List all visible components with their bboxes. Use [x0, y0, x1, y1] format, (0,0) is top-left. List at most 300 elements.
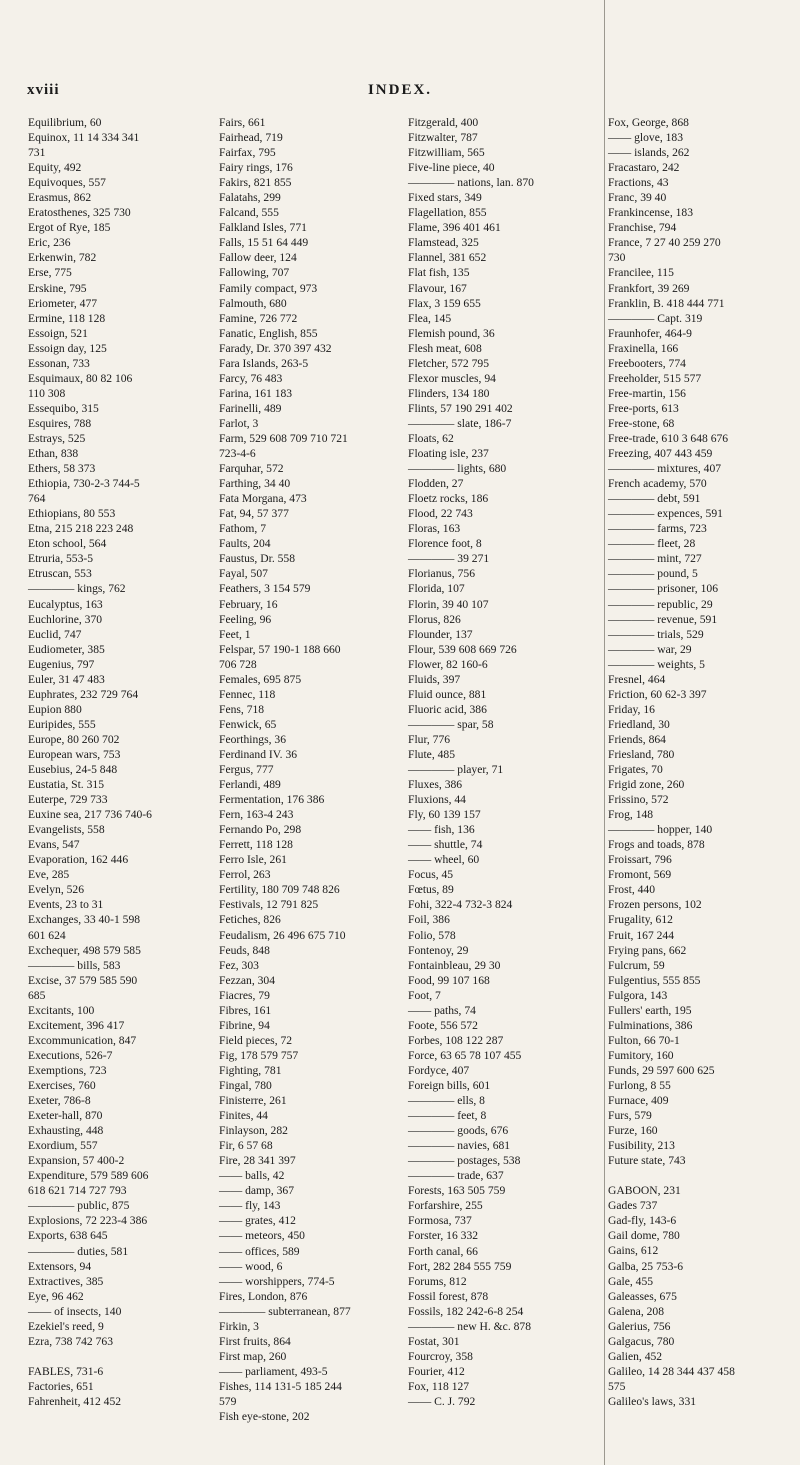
index-entry: Flesh meat, 608 [408, 341, 482, 355]
index-entry: Extractives, 385 [28, 1274, 104, 1288]
index-entry: Flea, 145 [408, 311, 452, 325]
index-entry: Family compact, 973 [219, 281, 318, 295]
index-entry: Feuds, 848 [219, 943, 270, 957]
index-entry: Froissart, 796 [608, 853, 672, 867]
index-entry: Galba, 25 753-6 [608, 1259, 684, 1273]
index-entry: Fluoric acid, 386 [408, 702, 487, 716]
index-entry: 764 [28, 492, 46, 506]
index-entry: —— wood, 6 [219, 1259, 283, 1273]
index-entry: Fluxes, 386 [408, 778, 463, 792]
index-entry: Feudalism, 26 496 675 710 [219, 928, 346, 942]
index-entry: Fourier, 412 [408, 1364, 465, 1378]
index-entry: Flodden, 27 [408, 477, 464, 491]
index-entry: Etruria, 553-5 [28, 552, 94, 566]
index-entry: Funds, 29 597 600 625 [608, 1063, 715, 1077]
index-entry: Fairhead, 719 [219, 131, 283, 145]
index-entry: Field pieces, 72 [219, 1033, 293, 1047]
index-entry: Fracastaro, 242 [608, 161, 680, 175]
index-entry: Famine, 726 772 [219, 311, 298, 325]
index-entry: Exercises, 760 [28, 1079, 96, 1092]
index-entry: Euxine sea, 217 736 740-6 [28, 808, 152, 822]
index-entry: Fir, 6 57 68 [219, 1139, 273, 1153]
index-entry: Flinders, 134 180 [408, 386, 490, 400]
index-entry: Flemish pound, 36 [408, 326, 495, 340]
index-entry: FABLES, 731-6 [28, 1364, 104, 1378]
index-entry: Fenwick, 65 [219, 717, 277, 731]
index-entry: Flood, 22 743 [408, 507, 473, 521]
index-entry: ———— kings, 762 [28, 582, 126, 596]
index-entry: Eugenius, 797 [28, 657, 95, 671]
index-entry: Francilee, 115 [608, 266, 674, 280]
index-entry: Fayal, 507 [219, 567, 268, 581]
index-entry: Faustus, Dr. 558 [219, 552, 296, 566]
index-entry: France, 7 27 40 259 270 [608, 236, 721, 250]
index-entry: Fern, 163-4 243 [219, 808, 294, 822]
index-entry: Equivoques, 557 [28, 176, 106, 190]
index-entry: Galerius, 756 [608, 1319, 671, 1333]
index-entry: —— islands, 262 [608, 146, 690, 160]
index-entry: Fires, London, 876 [219, 1289, 308, 1303]
index-entry: Farady, Dr. 370 397 432 [219, 341, 332, 355]
index-entry: GABOON, 231 [608, 1184, 681, 1198]
index-entry: Forums, 812 [408, 1274, 467, 1288]
index-entry: Florus, 826 [408, 612, 461, 626]
index-entry: Exemptions, 723 [28, 1063, 107, 1077]
index-entry: Fœtus, 89 [408, 883, 454, 897]
index-entry: 575 [608, 1379, 626, 1393]
index-entry: Fahrenheit, 412 452 [28, 1394, 122, 1408]
index-entry: Fairs, 661 [219, 116, 266, 129]
index-entry: Folio, 578 [408, 928, 456, 942]
index-entry: Factories, 651 [28, 1379, 94, 1393]
index-entry: ———— hopper, 140 [608, 823, 713, 837]
index-entry: Free-ports, 613 [608, 401, 679, 415]
index-entry: Flur, 776 [408, 732, 451, 746]
index-entry: Friction, 60 62-3 397 [608, 687, 707, 701]
index-entry: Feathers, 3 154 579 [219, 582, 311, 596]
index-entry: Franchise, 794 [608, 221, 677, 235]
index-entry: Flour, 539 608 669 726 [408, 642, 517, 656]
index-entry: 723-4-6 [219, 447, 256, 461]
index-entry: Florin, 39 40 107 [408, 597, 489, 611]
index-entry: Franc, 39 40 [608, 191, 667, 205]
index-entry: ———— lights, 680 [408, 462, 507, 476]
index-entry: Excise, 37 579 585 590 [28, 973, 138, 987]
index-entry: Euterpe, 729 733 [28, 793, 108, 807]
index-entry: —— fly, 143 [219, 1199, 281, 1213]
index-entry: Friedland, 30 [608, 717, 670, 731]
index-entry: Flax, 3 159 655 [408, 296, 481, 310]
index-entry: Ermine, 118 128 [28, 311, 106, 325]
index-entry: Expansion, 57 400-2 [28, 1154, 125, 1168]
index-entry: Ferlandi, 489 [219, 778, 281, 792]
index-entry: Fulgentius, 555 855 [608, 973, 701, 987]
page-number: xviii [27, 82, 60, 98]
index-entry: —— shuttle, 74 [408, 838, 483, 852]
index-entry: Fraunhofer, 464-9 [608, 326, 692, 340]
index-entry: ———— Capt. 319 [608, 311, 703, 325]
index-entry: Equinox, 11 14 334 341 [28, 131, 140, 145]
index-entry: Fitzwilliam, 565 [408, 146, 485, 160]
index-entry: Euphrates, 232 729 764 [28, 687, 139, 701]
index-entry: Fairfax, 795 [219, 146, 276, 160]
index-entry: —— damp, 367 [219, 1184, 295, 1198]
index-entry: ———— expences, 591 [608, 507, 723, 521]
index-entry: Free-trade, 610 3 648 676 [608, 431, 729, 445]
index-entry: Females, 695 875 [219, 672, 302, 686]
index-entry: Focus, 45 [408, 868, 454, 882]
index-entry: Executions, 526-7 [28, 1048, 113, 1062]
index-entry: Farina, 161 183 [219, 386, 293, 400]
index-entry: Fossil forest, 878 [408, 1289, 489, 1303]
index-entry: Floetz rocks, 186 [408, 492, 489, 506]
index-entry: Fossils, 182 242-6-8 254 [408, 1304, 524, 1318]
index-entry: —— worshippers, 774-5 [219, 1274, 335, 1288]
index-entry: February, 16 [219, 597, 278, 611]
index-entry: Explosions, 72 223-4 386 [28, 1214, 148, 1228]
index-entry: Fens, 718 [219, 702, 265, 716]
index-entry: Falkland Isles, 771 [219, 221, 307, 235]
index-entry: Gale, 455 [608, 1274, 654, 1288]
index-entry: Essonan, 733 [28, 356, 90, 370]
index-entry: Farcy, 76 483 [219, 371, 283, 385]
index-entry: ———— mint, 727 [608, 552, 702, 566]
index-entry: 618 621 714 727 793 [28, 1184, 127, 1198]
index-entry: Evangelists, 558 [28, 823, 105, 837]
index-entry: Frost, 440 [608, 883, 656, 897]
index-entry: ———— new H. &c. 878 [408, 1319, 532, 1333]
index-entry: Fingal, 780 [219, 1079, 272, 1092]
index-entry: Falatahs, 299 [219, 191, 281, 205]
index-entry: Frogs and toads, 878 [608, 838, 705, 852]
index-column-3 [408, 115, 534, 1409]
index-entry: —— offices, 589 [219, 1244, 300, 1258]
index-entry: Fraxinella, 166 [608, 341, 679, 355]
index-entry: Fletcher, 572 795 [408, 356, 489, 370]
index-entry: 579 [219, 1394, 237, 1408]
index-entry: Erkenwin, 782 [28, 251, 97, 265]
index-entry: Faults, 204 [219, 537, 271, 551]
index-entry: Feeling, 96 [219, 612, 272, 626]
index-entry: Eton school, 564 [28, 537, 107, 551]
index-entry: Foot, 7 [408, 988, 441, 1002]
index-entry: Fordyce, 407 [408, 1063, 470, 1077]
index-entry: Excitement, 396 417 [28, 1018, 125, 1032]
index-entry: Fulminations, 386 [608, 1018, 693, 1032]
index-entry: Freeholder, 515 577 [608, 371, 702, 385]
index-entry: Ezra, 738 742 763 [28, 1334, 114, 1348]
index-entry: Fusibility, 213 [608, 1139, 675, 1153]
index-entry: Eve, 285 [28, 868, 70, 882]
index-entry: Five-line piece, 40 [408, 161, 495, 175]
index-entry: Fetiches, 826 [219, 913, 281, 927]
index-entry: Fibrine, 94 [219, 1018, 270, 1032]
index-entry: Finisterre, 261 [219, 1094, 287, 1108]
index-entry: Fullers' earth, 195 [608, 1003, 692, 1017]
index-entry: Felspar, 57 190-1 188 660 [219, 642, 341, 656]
index-column-1 [28, 115, 152, 1409]
index-entry: —— paths, 74 [408, 1003, 476, 1017]
index-entry: ———— mixtures, 407 [608, 462, 722, 476]
index-entry: Frankfort, 39 269 [608, 281, 690, 295]
index-entry: Exordium, 557 [28, 1139, 98, 1153]
index-entry: Frugality, 612 [608, 913, 673, 927]
column-divider [604, 0, 605, 1465]
index-entry: Friday, 16 [608, 702, 655, 716]
index-entry: Fish eye-stone, 202 [219, 1410, 310, 1424]
index-entry: Fakirs, 821 855 [219, 176, 292, 190]
index-entry: —— parliament, 493-5 [219, 1364, 328, 1378]
index-entry: ———— weights, 5 [608, 657, 705, 671]
index-entry: Exchequer, 498 579 585 [28, 943, 141, 957]
index-entry: 706 728 [219, 657, 257, 671]
index-entry: Galileo's laws, 331 [608, 1394, 697, 1408]
index-entry: Fumitory, 160 [608, 1048, 674, 1062]
index-entry: Forfarshire, 255 [408, 1199, 483, 1213]
index-entry: Essoign day, 125 [28, 341, 107, 355]
index-entry: Exeter-hall, 870 [28, 1109, 103, 1123]
index-entry: Etna, 215 218 223 248 [28, 522, 134, 536]
index-entry: Fezzan, 304 [219, 973, 276, 987]
index-entry: Firkin, 3 [219, 1319, 259, 1333]
index-entry: Farthing, 34 40 [219, 477, 291, 491]
index-entry: Falmouth, 680 [219, 296, 287, 310]
index-entry: Foil, 386 [408, 913, 450, 927]
index-entry: Fitzgerald, 400 [408, 116, 479, 129]
index-entry: 685 [28, 988, 46, 1002]
index-entry: Floras, 163 [408, 522, 461, 536]
index-entry: Fox, George, 868 [608, 116, 689, 129]
index-entry: Galien, 452 [608, 1349, 663, 1363]
index-entry: ———— spar, 58 [408, 717, 494, 731]
index-entry: Fennec, 118 [219, 687, 276, 701]
index-entry: Eriometer, 477 [28, 296, 98, 310]
index-entry: Flints, 57 190 291 402 [408, 401, 513, 415]
index-entry: Frigid zone, 260 [608, 778, 685, 792]
index-entry: Fluids, 397 [408, 672, 461, 686]
index-entry: Finlayson, 282 [219, 1124, 288, 1138]
index-entry: Events, 23 to 31 [28, 898, 104, 912]
index-entry: ———— revenue, 591 [608, 612, 718, 626]
index-entry: —— balls, 42 [219, 1169, 285, 1183]
index-entry: Fairy rings, 176 [219, 161, 293, 175]
index-entry: Fontainbleau, 29 30 [408, 958, 501, 972]
index-entry: Fly, 60 139 157 [408, 808, 481, 822]
index-entry: ———— fleet, 28 [608, 537, 696, 551]
index-column-2 [219, 115, 351, 1424]
index-entry: Ferrett, 118 128 [219, 838, 293, 852]
section-gap [28, 1349, 152, 1364]
index-entry: Fiacres, 79 [219, 988, 270, 1002]
index-entry: Gad-fly, 143-6 [608, 1214, 677, 1228]
index-entry: ———— prisoner, 106 [608, 582, 718, 596]
index-entry: Fig, 178 579 757 [219, 1048, 299, 1062]
index-entry: Gades 737 [608, 1199, 658, 1213]
index-entry: Evaporation, 162 446 [28, 853, 129, 867]
index-entry: ———— slate, 186-7 [408, 416, 512, 430]
index-entry: Free-stone, 68 [608, 416, 675, 430]
index-entry: —— of insects, 140 [28, 1304, 122, 1318]
index-entry: Fertility, 180 709 748 826 [219, 883, 340, 897]
index-entry: Eric, 236 [28, 236, 71, 250]
index-entry: Eye, 96 462 [28, 1289, 84, 1303]
index-entry: Galileo, 14 28 344 437 458 [608, 1364, 735, 1378]
index-entry: Fractions, 43 [608, 176, 669, 190]
index-entry: Fara Islands, 263-5 [219, 356, 309, 370]
index-entry: Expenditure, 579 589 606 [28, 1169, 149, 1183]
index-entry: Farinelli, 489 [219, 401, 282, 415]
index-entry: Fez, 303 [219, 958, 259, 972]
index-entry: Foote, 556 572 [408, 1018, 478, 1032]
index-entry: ———— navies, 681 [408, 1139, 511, 1153]
index-entry: Erasmus, 862 [28, 191, 92, 205]
index-entry: Europe, 80 260 702 [28, 732, 120, 746]
index-entry: Flannel, 381 652 [408, 251, 487, 265]
index-entry: Furze, 160 [608, 1124, 658, 1138]
index-entry: ———— war, 29 [608, 642, 692, 656]
index-entry: Fergus, 777 [219, 763, 274, 777]
page-header [0, 82, 800, 104]
index-entry: Exhausting, 448 [28, 1124, 104, 1138]
index-entry: Erskine, 795 [28, 281, 87, 295]
index-entry: 730 [608, 251, 626, 265]
index-entry: Florida, 107 [408, 582, 465, 596]
index-entry: Fruit, 167 244 [608, 928, 675, 942]
index-entry: First map, 260 [219, 1349, 287, 1363]
index-entry: Florence foot, 8 [408, 537, 482, 551]
index-entry: Finites, 44 [219, 1109, 268, 1123]
index-entry: ———— pound, 5 [608, 567, 698, 581]
index-entry: ———— postages, 538 [408, 1154, 521, 1168]
index-entry: Foreign bills, 601 [408, 1079, 491, 1092]
index-entry: Fibres, 161 [219, 1003, 272, 1017]
section-gap [608, 1168, 735, 1183]
index-entry: Fata Morgana, 473 [219, 492, 307, 506]
index-entry: Fromont, 569 [608, 868, 672, 882]
index-entry: —— grates, 412 [219, 1214, 296, 1228]
index-entry: Frigates, 70 [608, 763, 663, 777]
index-entry: Fohi, 322-4 732-3 824 [408, 898, 513, 912]
index-entry: ———— trade, 637 [408, 1169, 504, 1183]
index-entry: Ethers, 58 373 [28, 462, 96, 476]
index-entry: Falcand, 555 [219, 206, 279, 220]
index-entry: Ethan, 838 [28, 447, 79, 461]
index-entry: Esquires, 788 [28, 416, 92, 430]
index-entry: Frankincense, 183 [608, 206, 694, 220]
index-entry: Fat, 94, 57 377 [219, 507, 289, 521]
index-entry: Formosa, 737 [408, 1214, 472, 1228]
index-entry: Forster, 16 332 [408, 1229, 479, 1243]
index-entry: ———— duties, 581 [28, 1244, 129, 1258]
index-entry: Fulcrum, 59 [608, 958, 665, 972]
index-entry: Eucalyptus, 163 [28, 597, 103, 611]
index-entry: Future state, 743 [608, 1154, 686, 1168]
index-entry: ———— subterranean, 877 [219, 1304, 351, 1318]
index-entry: ———— player, 71 [408, 763, 504, 777]
index-entry: Fallow deer, 124 [219, 251, 297, 265]
index-entry: Fitzwalter, 787 [408, 131, 478, 145]
index-entry: Fourcroy, 358 [408, 1349, 473, 1363]
index-entry: Furlong, 8 55 [608, 1079, 671, 1092]
index-entry: —— C. J. 792 [408, 1394, 476, 1408]
index-entry: Flat fish, 135 [408, 266, 470, 280]
index-entry: Ferro Isle, 261 [219, 853, 287, 867]
index-entry: Forbes, 108 122 287 [408, 1033, 504, 1047]
index-entry: 731 [28, 146, 46, 160]
index-entry: Fermentation, 176 386 [219, 793, 325, 807]
index-entry: ———— trials, 529 [608, 627, 704, 641]
index-entry: —— glove, 183 [608, 131, 684, 145]
index-entry: Excitants, 100 [28, 1003, 95, 1017]
index-entry: Friends, 864 [608, 732, 666, 746]
index-entry: Excommunication, 847 [28, 1033, 137, 1047]
index-entry: Falls, 15 51 64 449 [219, 236, 309, 250]
index-entry: Fixed stars, 349 [408, 191, 482, 205]
index-entry: Floats, 62 [408, 431, 454, 445]
index-entry: Flute, 485 [408, 747, 456, 761]
index-entry: Fluxions, 44 [408, 793, 466, 807]
index-entry: Flower, 82 160-6 [408, 657, 488, 671]
index-entry: Fulgora, 143 [608, 988, 668, 1002]
index-entry: Fresnel, 464 [608, 672, 666, 686]
index-entry: Farquhar, 572 [219, 462, 284, 476]
index-entry: Exeter, 786-8 [28, 1094, 91, 1108]
index-entry: Eratosthenes, 325 730 [28, 206, 131, 220]
index-entry: Essoign, 521 [28, 326, 88, 340]
index-entry: Fishes, 114 131-5 185 244 [219, 1379, 342, 1393]
index-entry: Euclid, 747 [28, 627, 82, 641]
index-entry: ———— nations, lan. 870 [408, 176, 534, 190]
index-entry: Ferdinand IV. 36 [219, 747, 298, 761]
index-entry: ———— debt, 591 [608, 492, 701, 506]
index-entry: Fluid ounce, 881 [408, 687, 487, 701]
index-entry: ———— public, 875 [28, 1199, 130, 1213]
index-entry: Euchlorine, 370 [28, 612, 103, 626]
index-entry: Furs, 579 [608, 1109, 652, 1123]
index-entry: Floating isle, 237 [408, 447, 489, 461]
index-entry: —— wheel, 60 [408, 853, 480, 867]
index-entry: Eupion 880 [28, 702, 82, 716]
index-entry: Extensors, 94 [28, 1259, 92, 1273]
index-entry: Forth canal, 66 [408, 1244, 478, 1258]
index-entry: Exports, 638 645 [28, 1229, 108, 1243]
index-entry: Free-martin, 156 [608, 386, 686, 400]
index-entry: Etruscan, 553 [28, 567, 92, 581]
index-entry: Friesland, 780 [608, 747, 675, 761]
index-entry: Frissino, 572 [608, 793, 669, 807]
index-entry: Flexor muscles, 94 [408, 371, 496, 385]
index-entry: Ezekiel's reed, 9 [28, 1319, 104, 1333]
index-entry: Fanatic, English, 855 [219, 326, 318, 340]
index-entry: Exchanges, 33 40-1 598 [28, 913, 141, 927]
index-entry: Flame, 396 401 461 [408, 221, 501, 235]
index-entry: Fire, 28 341 397 [219, 1154, 296, 1168]
index-entry: Furnace, 409 [608, 1094, 669, 1108]
index-entry: 601 624 [28, 928, 66, 942]
index-entry: Gains, 612 [608, 1244, 659, 1258]
index-entry: Flamstead, 325 [408, 236, 479, 250]
index-entry: Frozen persons, 102 [608, 898, 702, 912]
index-entry: Evelyn, 526 [28, 883, 85, 897]
index-entry: Festivals, 12 791 825 [219, 898, 319, 912]
index-entry: Eudiometer, 385 [28, 642, 105, 656]
index-entry: Eustatia, St. 315 [28, 778, 104, 792]
index-entry: Equity, 492 [28, 161, 82, 175]
index-entry: Euripides, 555 [28, 717, 96, 731]
index-entry: 110 308 [28, 386, 66, 400]
index-entry: Ferrol, 263 [219, 868, 271, 882]
index-entry: Ergot of Rye, 185 [28, 221, 111, 235]
